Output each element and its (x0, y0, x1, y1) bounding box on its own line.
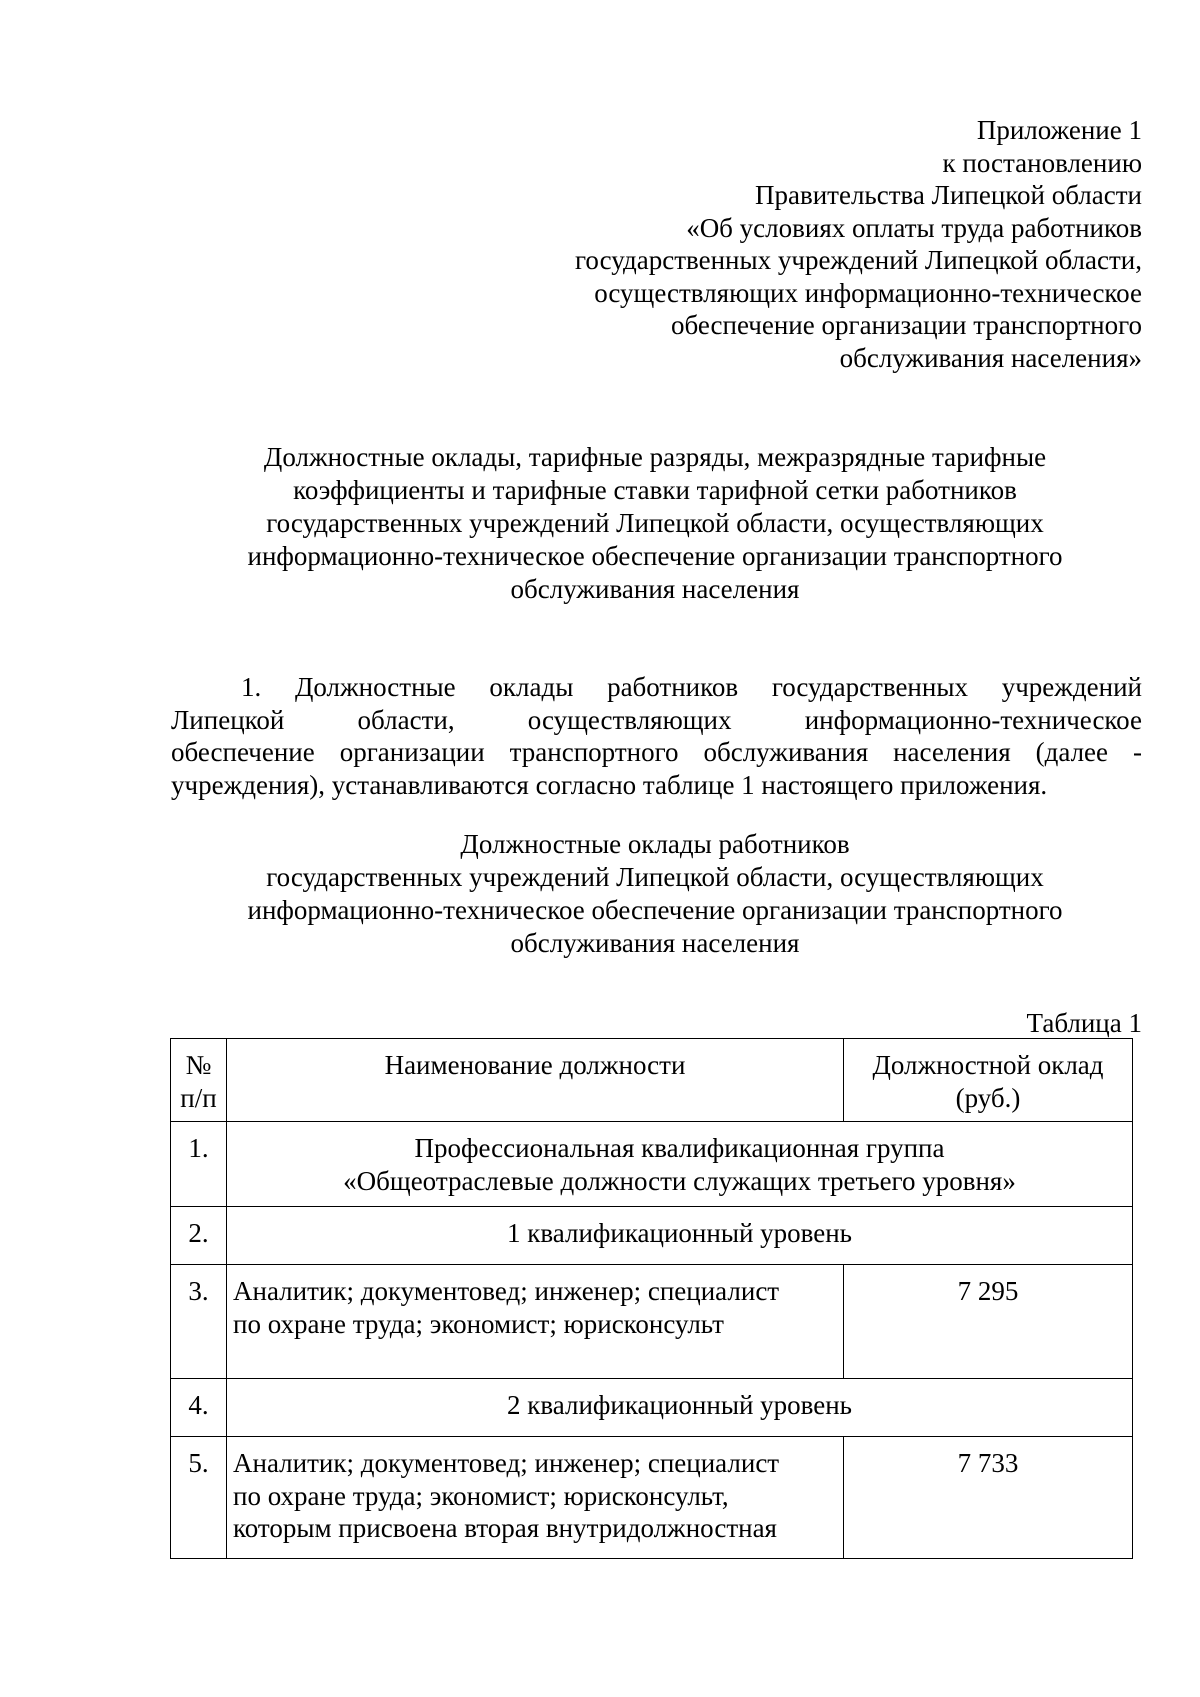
position-cell (227, 1437, 844, 1559)
position-cell (227, 1265, 844, 1379)
appendix-line: обеспечение организации транспортного (671, 310, 1142, 340)
header-num-cell (171, 1039, 227, 1122)
level-cell: 1 квалификационный уровень (227, 1207, 1133, 1265)
group-cell (227, 1122, 1133, 1207)
body-paragraph (171, 671, 1142, 801)
table-header-row (171, 1039, 1133, 1122)
title-line: обслуживания населения (510, 574, 800, 604)
table-row (171, 1379, 1133, 1437)
table-title (170, 828, 1140, 960)
header-num-line2: п/п (180, 1082, 217, 1113)
header-salary-line2: (руб.) (955, 1082, 1021, 1113)
paragraph-line: учреждения), устанавливаются согласно таблице 1 настоящего приложения. (171, 769, 1048, 800)
title-line: Должностные оклады, тарифные разряды, межразрядные тарифные (263, 442, 1047, 472)
group-line: «Общеотраслевые должности служащих третьего уровня» (343, 1165, 1016, 1196)
header-salary-cell (844, 1039, 1133, 1122)
header-salary-line1: Должностной оклад (872, 1050, 1104, 1080)
table-row (171, 1122, 1133, 1207)
header-name-cell: Наименование должности (227, 1039, 844, 1122)
row-num: 2. (171, 1207, 227, 1265)
appendix-line: обслуживания населения» (839, 342, 1142, 373)
document-title (170, 441, 1140, 606)
position-line: Аналитик; документовед; инженер; специалист (233, 1448, 780, 1478)
group-line: Профессиональная квалификационная группа (414, 1133, 945, 1163)
appendix-line: государственных учреждений Липецкой области, (575, 245, 1142, 275)
appendix-header (442, 114, 1142, 374)
subtitle-line: информационно-техническое обеспечение организации транспортного (247, 895, 1063, 925)
row-num: 3. (171, 1265, 227, 1379)
row-num: 5. (171, 1437, 227, 1559)
subtitle-line: Должностные оклады работников (460, 829, 850, 859)
paragraph-line: Липецкой области, осуществляющих информационно-техническое (171, 704, 1142, 735)
title-line: информационно-техническое обеспечение организации транспортного (247, 541, 1063, 571)
header-num-line1: № (185, 1050, 212, 1080)
table-row (171, 1207, 1133, 1265)
subtitle-line: государственных учреждений Липецкой области, осуществляющих (266, 862, 1044, 892)
title-line: государственных учреждений Липецкой области, осуществляющих (266, 508, 1044, 538)
row-num: 4. (171, 1379, 227, 1437)
appendix-line: «Об условиях оплаты труда работников (686, 212, 1142, 243)
appendix-line: Приложение 1 (976, 115, 1142, 145)
position-line: по охране труда; экономист; юрисконсульт, (233, 1480, 729, 1511)
salary-cell: 7 295 (844, 1265, 1133, 1379)
row-num: 1. (171, 1122, 227, 1207)
paragraph-line: обеспечение организации транспортного обслуживания населения (далее - (171, 737, 1142, 767)
position-line: по охране труда; экономист; юрисконсульт (233, 1308, 724, 1339)
position-line: которым присвоена вторая внутридолжностная (233, 1513, 777, 1543)
position-line: Аналитик; документовед; инженер; специалист (233, 1276, 780, 1306)
subtitle-line: обслуживания населения (510, 928, 800, 958)
table-row (171, 1437, 1133, 1559)
appendix-line: к постановлению (942, 147, 1142, 178)
appendix-line: осуществляющих информационно-техническое (594, 277, 1142, 308)
salary-cell: 7 733 (844, 1437, 1133, 1559)
table-label: Таблица 1 (1026, 1008, 1142, 1038)
paragraph-line: 1. Должностные оклады работников государственных учреждений (241, 672, 1142, 702)
appendix-line: Правительства Липецкой области (754, 180, 1142, 210)
salary-table (170, 1038, 1133, 1559)
table-row (171, 1265, 1133, 1379)
level-cell: 2 квалификационный уровень (227, 1379, 1133, 1437)
title-line: коэффициенты и тарифные ставки тарифной сетки работников (293, 475, 1017, 505)
